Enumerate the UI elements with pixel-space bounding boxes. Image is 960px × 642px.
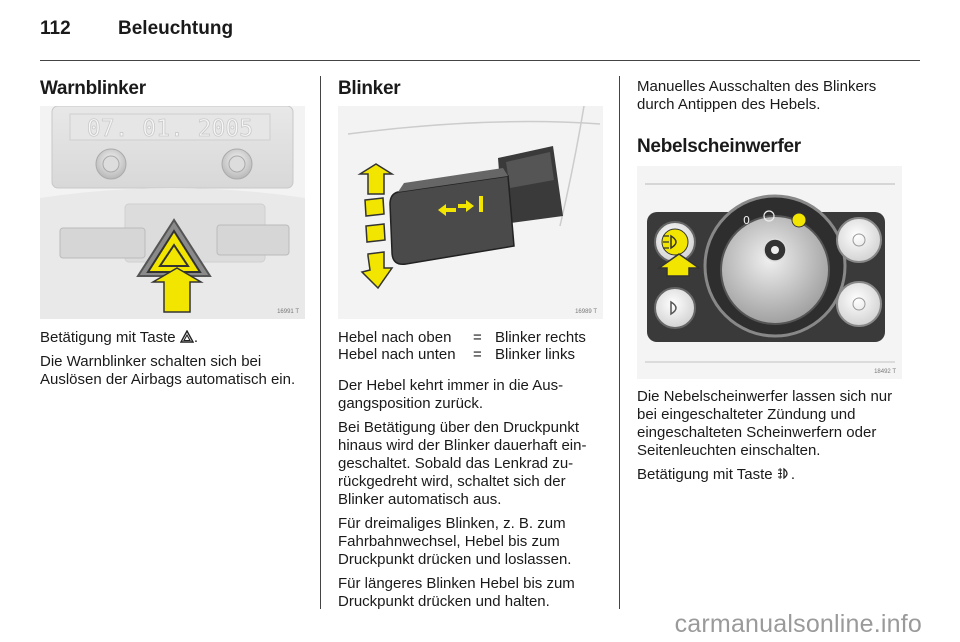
blinker-cancel-text: Manuelles Ausschalten des Blinkers durch Antippen des Hebels. [637, 78, 877, 113]
warnblinker-actuation: Betätigung mit Taste . [40, 329, 198, 346]
warnblinker-body: Die Warnblinker schalten sich bei Auslösen der Airbags automatisch ein. [40, 353, 296, 388]
page-header [40, 18, 233, 40]
blinker-paragraph: Für längeres Blinken Hebel bis zum Druckpunkt drücken und halten. [338, 575, 575, 610]
column-divider-right [619, 76, 620, 609]
watermark: carmanualsonline.info [674, 610, 922, 638]
table-row: Hebel nach oben = Blinker rechts [338, 329, 586, 346]
display-readout: 07. 01. 2005 [86, 116, 254, 142]
lever-mapping-table [338, 329, 586, 363]
warnblinker-figure-code: 16991 T [277, 309, 299, 315]
blinker-paragraph: Für dreimaliges Blinken, z. B. zum Fahrbahnwechsel, Hebel bis zum Druckpunkt drücken und loslassen. [338, 515, 572, 568]
warnblinker-text [40, 329, 310, 395]
chapter-title: Beleuchtung [118, 18, 234, 39]
blinker-text [338, 377, 606, 617]
warnblinker-heading: Warnblinker [40, 78, 146, 99]
nebel-figure-code: 18492 T [874, 369, 896, 375]
front-fog-light-icon [777, 467, 791, 480]
blinker-heading: Blinker [338, 78, 401, 99]
blinker-paragraph: Bei Betätigung über den Druckpunkt hinaus wird der Blinker dauerhaft ein-geschaltet. Sobald das Lenkrad zu-rückgedreht wird, schaltet sich der Blinker automatisch aus. [338, 419, 587, 508]
header-rule [40, 60, 920, 61]
table-row: Hebel nach unten = Blinker links [338, 346, 576, 363]
blinker-figure-code: 16989 T [575, 309, 597, 315]
blinker-lever-illustration [338, 106, 603, 319]
blinker-paragraph: Der Hebel kehrt immer in die Aus-gangsposition zurück. [338, 377, 564, 412]
page-number: 112 [40, 18, 71, 39]
nebel-heading: Nebelscheinwerfer [637, 136, 801, 157]
warnblinker-illustration [40, 106, 305, 319]
nebel-text [637, 388, 912, 490]
column-divider-left [320, 76, 321, 609]
nebel-actuation: Betätigung mit Taste . [637, 466, 795, 483]
hazard-triangle-icon [180, 330, 194, 343]
nebel-body: Die Nebelscheinwerfer lassen sich nur bei eingeschalteter Zündung und eingeschalteten Scheinwerfern oder Seitenleuchten einschalten. [637, 388, 893, 459]
dial-zero-label: 0 [743, 214, 750, 227]
fog-light-switch-illustration [637, 166, 902, 379]
